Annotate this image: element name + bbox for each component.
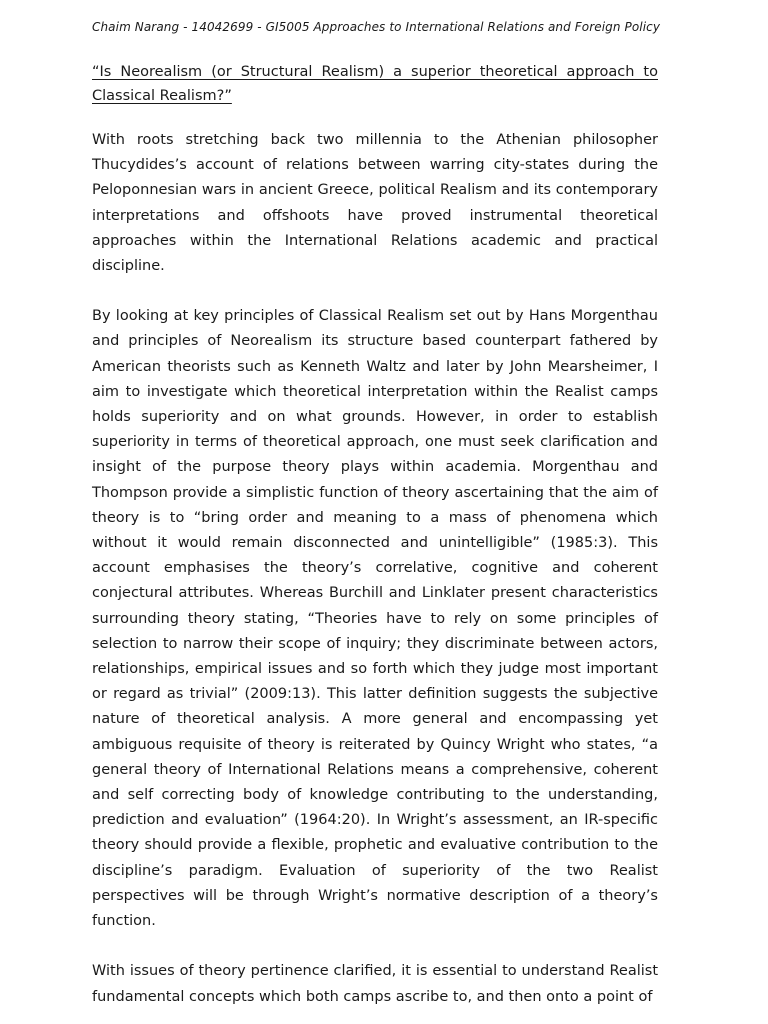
paragraph-concepts: With issues of theory pertinence clarified, it is essential to understand Realist fundamental concepts which both camps ascribe to, and then onto a point of (92, 963, 658, 1005)
paragraph-theory: By looking at key principles of Classical Realism set out by Hans Morgenthau and principles of Neorealism its structure based counterpart fathered by American theorists such as Kenneth Waltz and later by John Mearsheimer, I aim to investigate which theoretical interpretation within the Realist camps holds superiority and on what grounds. However, in order to establish superiority in terms of theoretical approach, one must seek clarification and insight of the purpose theory plays within academia. Morgenthau and Thompson provide a simplistic function of theory ascertaining that the aim of theory is to “bring order and meaning to a mass of phenomena which without it would remain disconnected and unintelligible” (1985:3). This account emphasises the theory’s correlative, cognitive and coherent conjectural attributes. Whereas Burchill and Linklater present characteristics surrounding theory stating, “Theories have to rely on some principles of selection to narrow their scope of inquiry; they discriminate between actors, relationships, empirical issues and so forth which they judge most important or regard as trivial” (2009:13). This latter definition suggests the subjective nature of theoretical analysis. A more general and encompassing yet ambiguous requisite of theory is reiterated by Quincy Wright who states, “a general theory of International Relations means a comprehensive, coherent and self correcting body of knowledge contributing to the understanding, prediction and evaluation” (1964:20). In Wright’s assessment, an IR-specific theory should provide a flexible, prophetic and evaluative contribution to the discipline’s paradigm. Evaluation of superiority of the two Realist perspectives will be through Wright’s normative description of a theory’s function. (92, 308, 658, 930)
essay-title: “Is Neorealism (or Structural Realism) a superior theoretical approach to Classical Realism?” (92, 64, 658, 104)
paragraph-intro: With roots stretching back two millennia to the Athenian philosopher Thucydides’s account of relations between warring city-states during the Peloponnesian wars in ancient Greece, political Realism and its contemporary interpretations and offshoots have proved instrumental theoretical approaches within the International Relations academic and practical discipline. (92, 132, 658, 275)
page-header: Chaim Narang - 14042699 - GI5005 Approaches to International Relations and Foreign Policy (92, 20, 661, 34)
